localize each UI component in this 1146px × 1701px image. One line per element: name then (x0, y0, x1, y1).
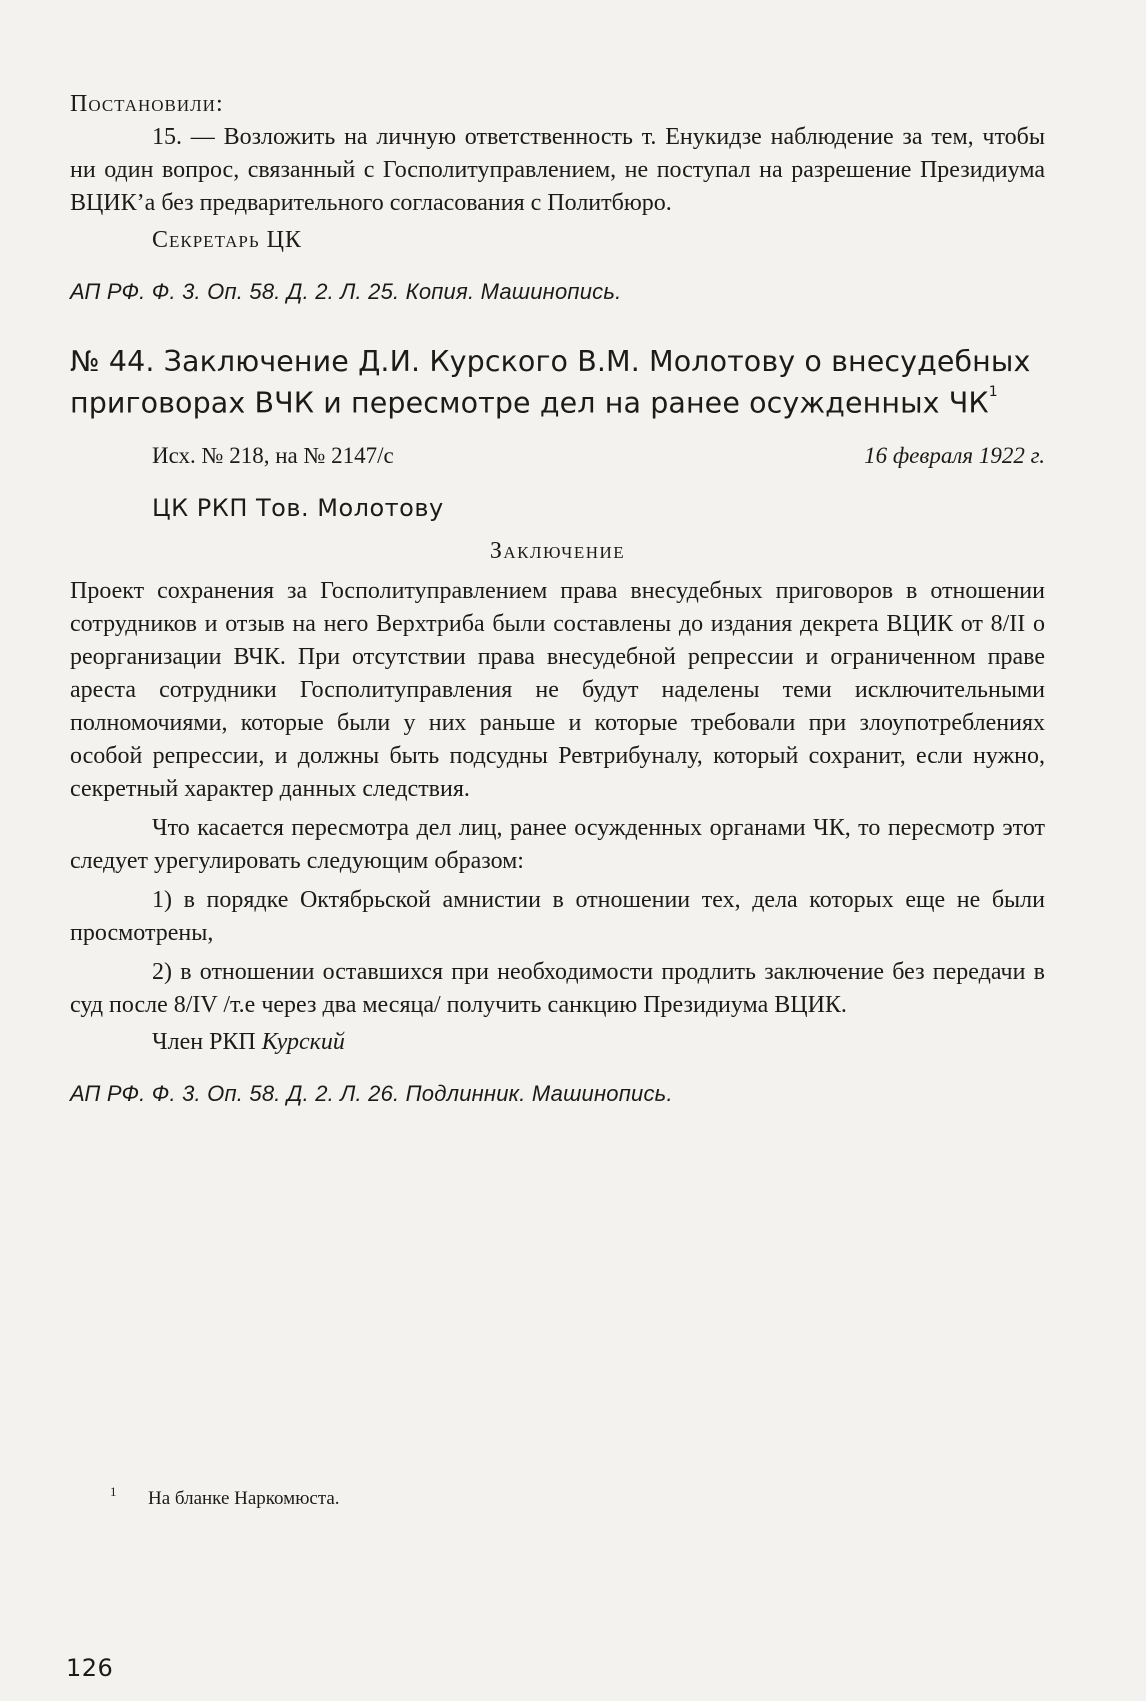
title-footnote-mark: 1 (988, 384, 998, 400)
archive-reference-2: АП РФ. Ф. 3. Оп. 58. Д. 2. Л. 26. Подлинник. Машинопись. (70, 1080, 673, 1106)
resolution-label: Постановили: (70, 91, 224, 117)
signature-name: Курский (261, 1028, 345, 1055)
document-title: № 44. Заключение Д.И. Курского В.М. Молотову о внесудебных приговорах ВЧК и пересмотре дел на ранее осужденных $ЧК^1$ (70, 345, 1031, 420)
paragraph-1: Проект сохранения за Госполитуправлением права внесудебных приговоров в отношении сотрудников и отзыв на него Верхтриба были составлены до издания декрета ВЦИК от 8/II о реорганизации ВЧК. При отсутствии права внесудебной репрессии и ограниченном праве ареста сотрудники Госполитуправления не будут наделены теми исключительными полномочиями, которые были у них раньше и которые требовали при злоупотреблениях особой репрессии, и должны быть подсудны Ревтрибуналу, который сохранит, если нужно, секретный характер данных следствия. (70, 577, 1045, 802)
signature-role: Член РКП (152, 1028, 256, 1055)
list-item-2: 2) в отношении оставшихся при необходимости продлить заключение без передачи в суд после 8/IV /т.е через два месяца/ получить санкцию Президиума ВЦИК. (70, 958, 1045, 1018)
resolution-item: 15. — Возложить на личную ответственность т. Енукидзе наблюдение за тем, чтобы ни один вопрос, связанный с Госполитуправлением, не поступал на разрешение Президиума ВЦИК’а без предварительного согласования с Политбюро. (70, 124, 1045, 216)
section-heading: Заключение (489, 537, 626, 564)
paragraph-2: Что касается пересмотра дел лиц, ранее осужденных органами ЧК, то пересмотр этот следует урегулировать следующим образом: (70, 814, 1045, 874)
document-meta (70, 440, 1045, 472)
list-item-1: 1) в порядке Октябрьской амнистии в отношении тех, дела которых еще не были просмотрены, (70, 886, 1045, 946)
footnote (110, 1484, 340, 1510)
footnote-mark: 1 (110, 1484, 117, 1499)
signature (70, 1026, 1045, 1059)
addressee: ЦК РКП Тов. Молотову (152, 493, 444, 522)
outgoing-number: Исх. № 218, на № 2147/с (152, 442, 394, 468)
archive-reference-1: АП РФ. Ф. 3. Оп. 58. Д. 2. Л. 25. Копия. Машинопись. (70, 279, 622, 304)
footnote-text: На бланке Наркомюста. (148, 1488, 340, 1509)
page-content (70, 88, 1045, 1109)
document-date: 16 февраля 1922 г. (864, 442, 1045, 468)
secretary-signature: Секретарь ЦК (152, 227, 302, 253)
page-number: 126 (66, 1654, 114, 1682)
